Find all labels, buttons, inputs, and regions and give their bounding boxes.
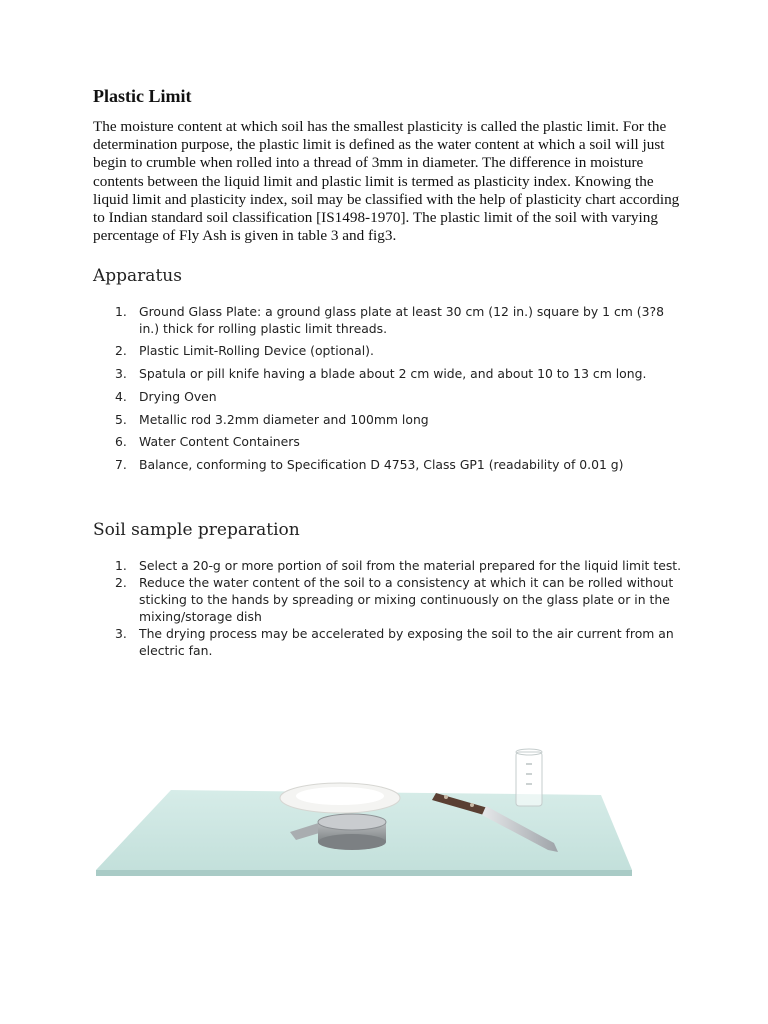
list-item	[103, 389, 683, 406]
list-number: 7.	[115, 457, 127, 473]
list-item	[103, 557, 683, 574]
list-item-text: Balance, conforming to Specification D 4753, Class GP1 (readability of 0.01 g)	[139, 457, 624, 473]
glass-beaker	[516, 749, 542, 806]
list-number: 1.	[115, 558, 127, 573]
list-item-text: Reduce the water content of the soil to a consistency at which it can be rolled without sticking to the hands by spreading or mixing continuously on the glass plate or in the mixing/storage dish	[139, 575, 674, 624]
list-number: 5.	[115, 411, 127, 427]
apparatus-photo	[96, 740, 672, 885]
list-item	[103, 343, 683, 360]
list-item-text: Select a 20-g or more portion of soil from the material prepared for the liquid limit test.	[139, 558, 682, 573]
list-number: 3.	[115, 626, 127, 641]
list-item	[103, 457, 683, 474]
list-item	[103, 574, 683, 625]
list-number: 3.	[115, 366, 127, 382]
heading-soil-sample-preparation: Soil sample preparation	[93, 520, 300, 540]
list-number: 1.	[115, 304, 127, 319]
heading-apparatus: Apparatus	[93, 266, 182, 286]
list-item-text: Spatula or pill knife having a blade about 2 cm wide, and about 10 to 13 cm long.	[139, 366, 647, 382]
plastic-limit-paragraph: The moisture content at which soil has the smallest plasticity is called the plastic limit. For the determination purpose, the plastic limit is defined as the water content at which a soil will just begin to crumble when rolled into a thread of 3mm in diameter. The difference in moisture contents between the liquid limit and plastic limit is termed as plasticity index. Knowing the liquid limit and plasticity index, soil may be classified with the help of plasticity chart according to Indian standard soil classification [IS1498-1970]. The plastic limit of the soil with varying percentage of Fly Ash is given in table 3 and fig3.	[93, 118, 680, 245]
heading-plastic-limit: Plastic Limit	[93, 86, 192, 106]
list-item-text: The drying process may be accelerated by exposing the soil to the air current from an electric fan.	[139, 626, 674, 658]
list-item-text: Ground Glass Plate: a ground glass plate at least 30 cm (12 in.) square by 1 cm (3?8 in.) thick for rolling plastic limit threads.	[139, 304, 664, 336]
list-item-text: Drying Oven	[139, 388, 217, 404]
list-number: 2.	[115, 575, 127, 590]
list-item	[103, 434, 683, 451]
apparatus-list	[103, 304, 683, 480]
plate-dish	[280, 783, 400, 813]
list-item	[103, 412, 683, 429]
list-item-text: Metallic rod 3.2mm diameter and 100mm long	[139, 411, 429, 427]
list-number: 4.	[115, 388, 127, 404]
list-number: 6.	[115, 434, 127, 450]
list-item-text: Water Content Containers	[139, 434, 300, 450]
list-item	[103, 625, 683, 659]
list-item	[103, 366, 683, 383]
soil-prep-list	[103, 557, 683, 659]
list-item-text: Plastic Limit-Rolling Device (optional).	[139, 343, 374, 359]
list-number: 2.	[115, 343, 127, 359]
list-item	[103, 304, 683, 337]
